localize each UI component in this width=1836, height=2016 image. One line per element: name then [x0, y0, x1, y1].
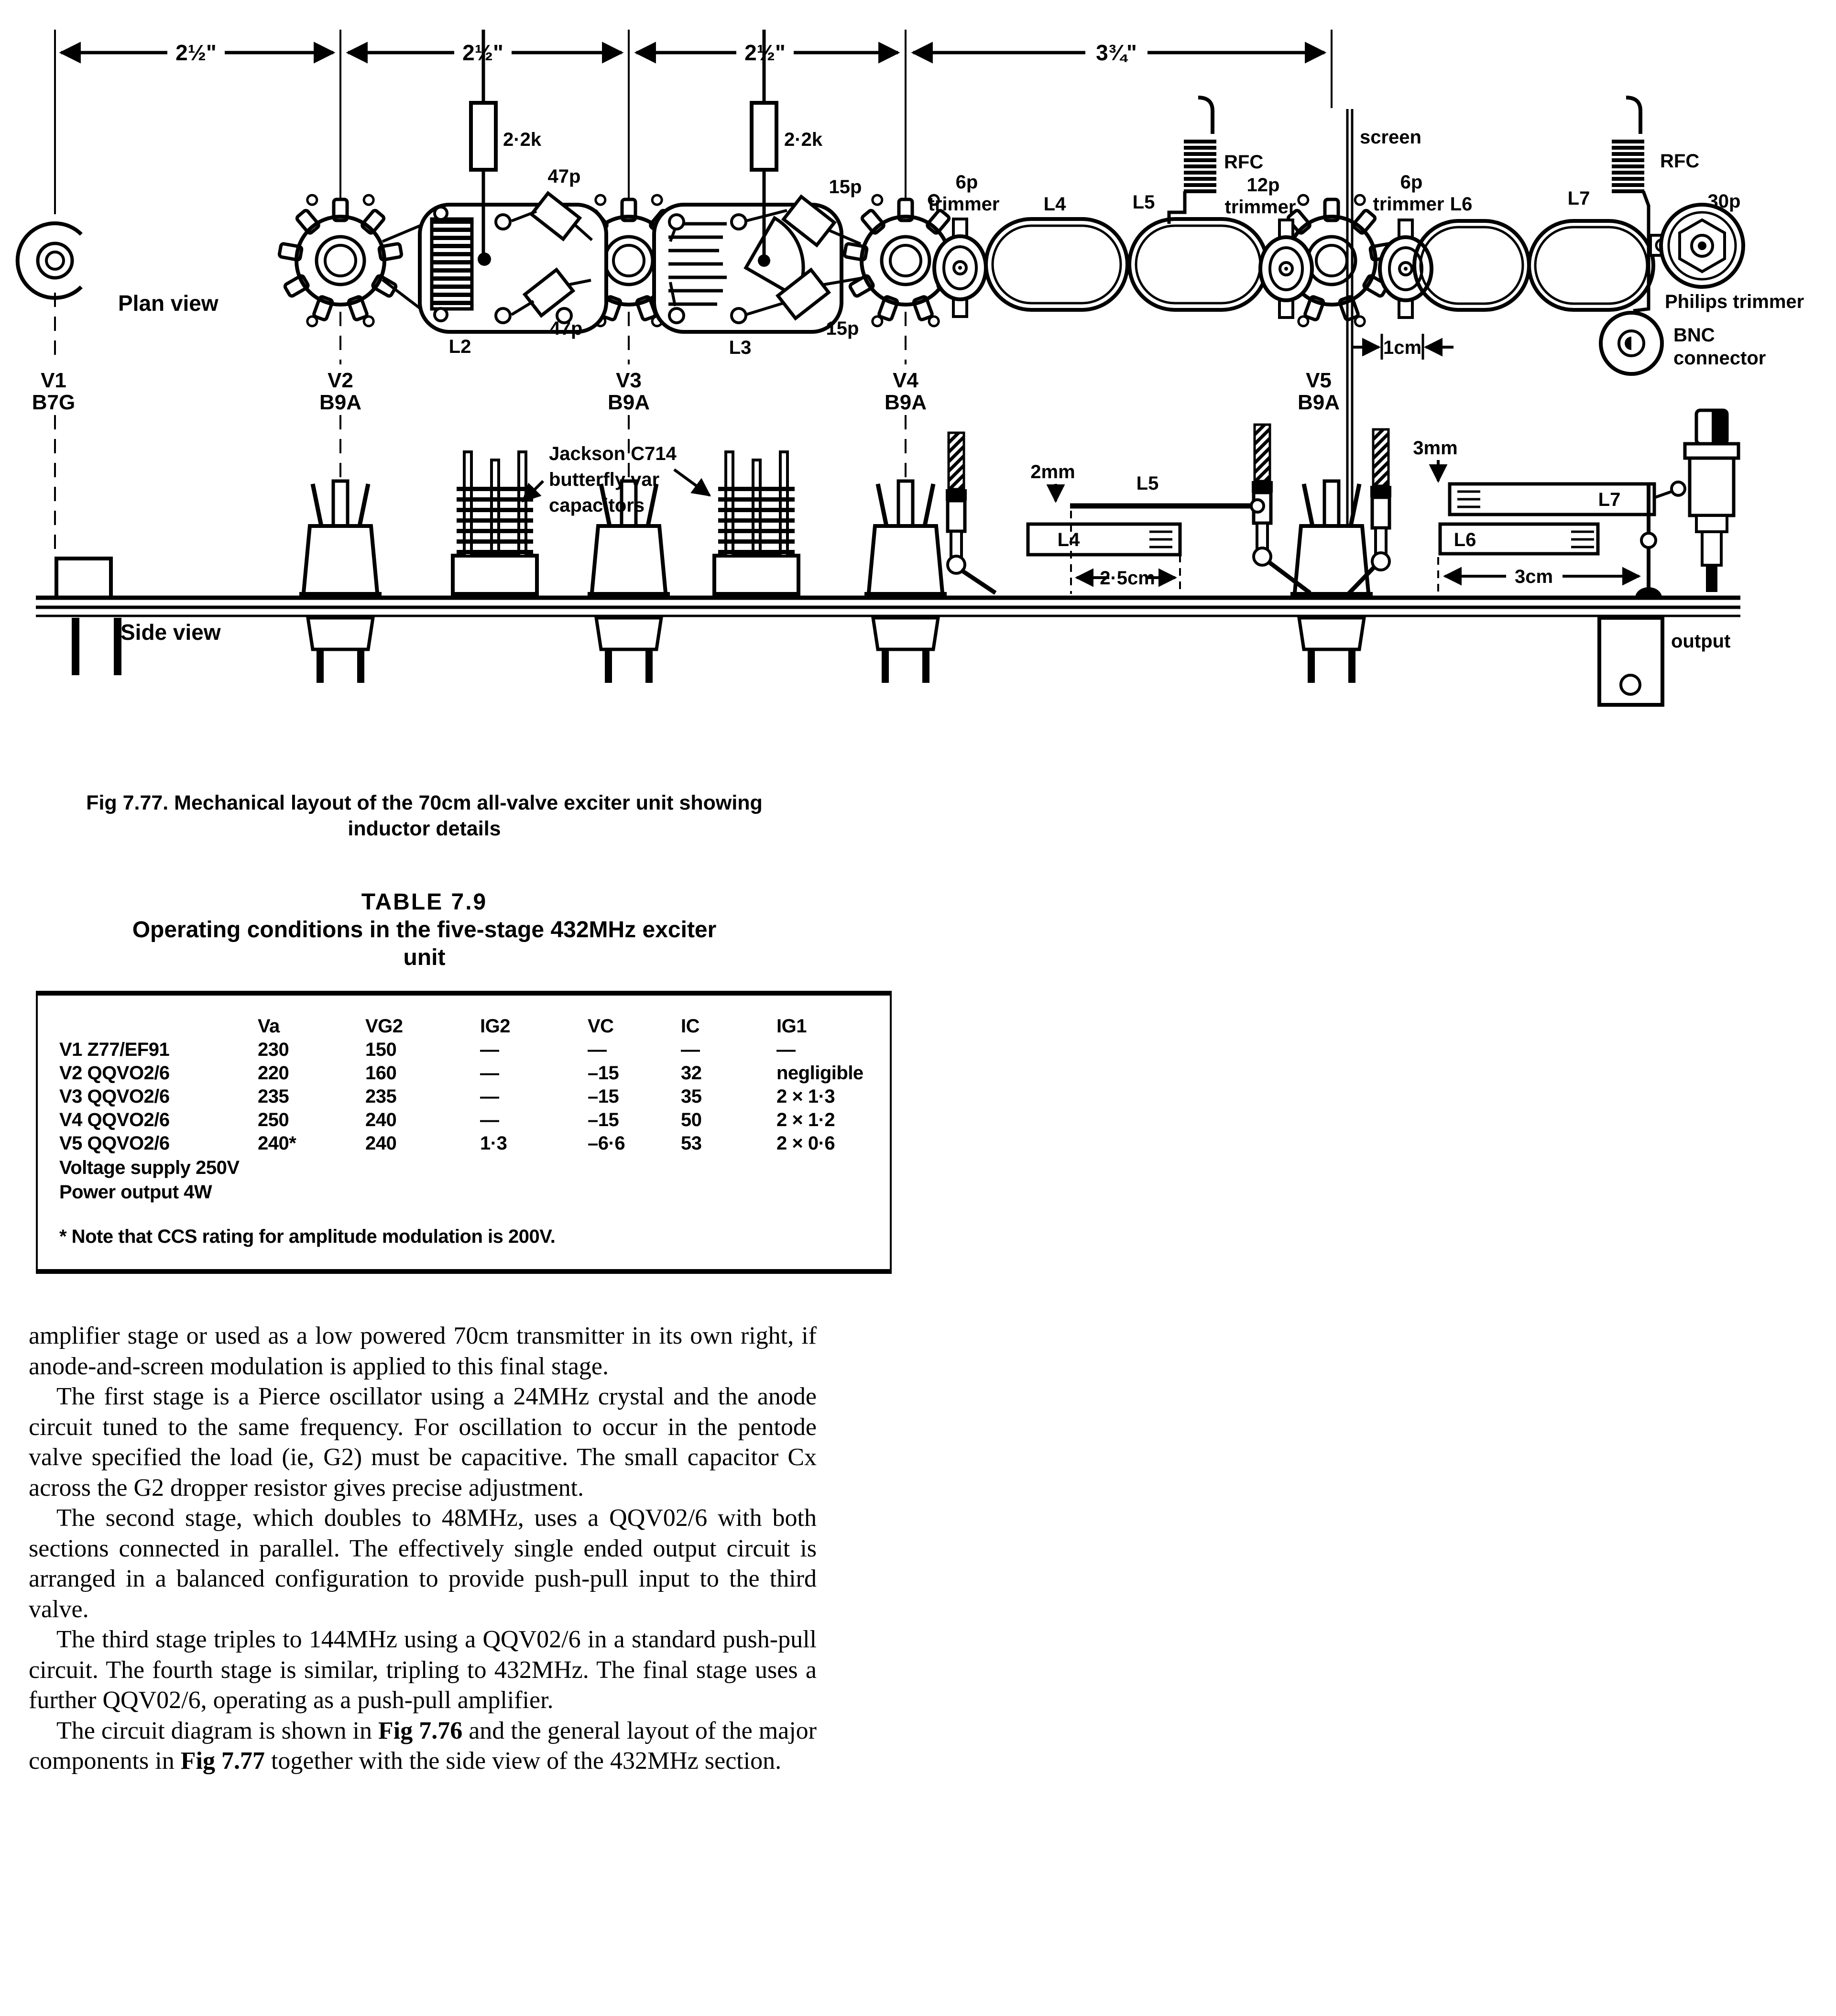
label-output: output [1671, 631, 1731, 652]
label-47p-bottom: 47p [549, 318, 583, 339]
cell-v1-ig2: — [480, 1039, 499, 1060]
cell-v3-ig1: 2 × 1·3 [776, 1086, 835, 1107]
cell-v2-va: 220 [258, 1063, 289, 1084]
label-rfc-b: RFC [1660, 151, 1700, 172]
trimmer-6p-second [1380, 220, 1432, 318]
dim-label-1: 2½" [175, 40, 217, 65]
cell-v5-va: 240* [258, 1133, 296, 1154]
paragraph-5 [29, 1716, 817, 1776]
tube-base-v4 [864, 481, 947, 683]
label-l5-side: L5 [1136, 473, 1159, 494]
header-vc: VC [588, 1016, 614, 1037]
label-trimmer-second: trimmer [1373, 194, 1444, 215]
label-6p-first: 6p [955, 172, 978, 193]
coil-l7 [1529, 221, 1653, 310]
label-47p-top: 47p [547, 166, 581, 187]
plan-view-label: Plan view [118, 291, 219, 316]
table-row [59, 1108, 882, 1132]
operating-conditions-table [36, 991, 892, 1274]
figure-caption-line1: Fig 7.77. Mechanical layout of the 70cm all-valve exciter unit showing [86, 791, 763, 814]
side-l5-rod [1070, 500, 1264, 512]
label-15p-bottom: 15p [826, 318, 859, 339]
label-philips-trimmer: Philips trimmer [1665, 291, 1804, 312]
cell-v3-ic: 35 [681, 1086, 702, 1107]
label-v3-base: B9A [607, 391, 650, 414]
table-footer-power: Power output 4W [59, 1182, 212, 1203]
label-v4-base: B9A [884, 391, 927, 414]
label-jackson-3: capacitors [549, 495, 645, 516]
table-row [59, 1038, 882, 1062]
valve-v1-symbol [18, 223, 81, 298]
cell-v4-name: V4 QQVO2/6 [59, 1109, 170, 1130]
table-row [59, 1085, 882, 1108]
rfc-choke-first [1169, 98, 1216, 224]
label-v2-base: B9A [319, 391, 362, 414]
cell-v5-vg2: 240 [365, 1133, 397, 1154]
coil-l4 [986, 219, 1127, 310]
label-2-5cm: 2·5cm [1100, 568, 1155, 589]
cell-v2-ig1: negligible [776, 1063, 863, 1084]
fig-7-76-reference: Fig 7.76 [378, 1717, 463, 1744]
paragraph-2: The first stage is a Pierce oscillator using a 24MHz crystal and the anode circuit tuned to the same frequency. For oscillation to occur in the pentode valve specified the load (ie, G2) must be capacitive. The small capacitor Cx across the G2 dropper resistor gives precise adjustment. [29, 1383, 817, 1501]
label-6p-second: 6p [1400, 172, 1423, 193]
tube-base-v2 [299, 481, 382, 683]
side-view [36, 410, 1740, 705]
valve-labels [32, 369, 1340, 414]
paragraph-3: The second stage, which doubles to 48MHz, uses a QQV02/6 with both sections connected in parallel. The effectively single ended output circuit is arranged in a balanced configuration to provide push-pull input to the third valve. [29, 1504, 817, 1623]
label-l7-side: L7 [1598, 489, 1621, 510]
paragraph-5-seg3: together with the side view of the 432MHz section. [264, 1747, 782, 1775]
paragraph-5-seg1: The circuit diagram is shown in [56, 1717, 378, 1744]
cell-v1-vg2: 150 [365, 1039, 397, 1060]
header-blank [59, 1015, 258, 1038]
label-v3: V3 [616, 369, 642, 392]
cell-v2-ig2: — [480, 1063, 499, 1084]
output-socket-side [1655, 410, 1738, 592]
butterfly-capacitor-second [714, 452, 798, 594]
label-l2: L2 [448, 336, 471, 357]
cell-v2-vc: –15 [588, 1063, 619, 1084]
cell-v1-ig1: — [776, 1039, 796, 1060]
table-row [59, 1062, 882, 1085]
paragraph-1: amplifier stage or used as a low powered 70cm transmitter in its own right, if anode-and-screen modulation is applied to this final stage. [29, 1322, 817, 1380]
side-l7-bar [1450, 484, 1654, 515]
cell-v5-ig1: 2 × 0·6 [776, 1133, 835, 1154]
label-jackson-2: butterfly var [549, 469, 660, 490]
paragraph-4: The third stage triples to 144MHz using a QQV02/6 in a standard push-pull circuit. The fourth stage is similar, tripling to 432MHz. The final stage uses a further QQV02/6, operating as a push-pull amplifier. [29, 1626, 817, 1714]
valve-v2-symbol [279, 194, 402, 328]
cell-v1-ic: — [681, 1039, 700, 1060]
label-v5-base: B9A [1297, 391, 1340, 414]
trimmer-screw-first [946, 433, 995, 593]
cell-v4-vc: –15 [588, 1109, 619, 1130]
cell-v1-va: 230 [258, 1039, 289, 1060]
figure-caption [31, 790, 818, 842]
label-1cm: 1cm [1383, 337, 1422, 358]
label-l6-side: L6 [1454, 529, 1476, 550]
label-v2: V2 [328, 369, 353, 392]
cell-v4-ig1: 2 × 1·2 [776, 1109, 835, 1130]
figure-7-77-diagram [0, 0, 1836, 775]
cell-v3-ig2: — [480, 1086, 499, 1107]
cell-v3-name: V3 QQVO2/6 [59, 1086, 170, 1107]
cell-v4-va: 250 [258, 1109, 289, 1130]
label-3cm: 3cm [1514, 566, 1553, 587]
header-ig2: IG2 [480, 1016, 510, 1037]
label-bnc-connector: connector [1673, 348, 1766, 369]
cell-v3-vg2: 235 [365, 1086, 397, 1107]
label-rfc-a: RFC [1224, 152, 1264, 173]
body-text-column [29, 1321, 817, 1776]
header-ig1: IG1 [776, 1016, 807, 1037]
header-ic: IC [681, 1016, 699, 1037]
table-subtitle-line2: unit [403, 945, 446, 970]
table-subtitle-line1: Operating conditions in the five-stage 432MHz exciter [132, 917, 717, 942]
dim-label-2: 2½" [462, 40, 503, 65]
header-va: Va [258, 1016, 280, 1037]
label-l4: L4 [1043, 194, 1066, 215]
butterfly-capacitor-first [453, 452, 537, 594]
cell-v5-ig2: 1·3 [480, 1133, 507, 1154]
cell-v4-ig2: — [480, 1109, 499, 1130]
trimmer-12p [1260, 220, 1312, 318]
table-note: * Note that CCS rating for amplitude modulation is 200V. [59, 1226, 556, 1247]
cell-v4-vg2: 240 [365, 1109, 397, 1130]
output-bracket [1599, 618, 1662, 705]
cell-v2-ic: 32 [681, 1063, 702, 1084]
table-row [59, 1132, 882, 1155]
paragraph-5-seg2: and the general layout of the major components in [29, 1717, 817, 1775]
rfc-choke-second [1612, 98, 1649, 216]
cell-v4-ic: 50 [681, 1109, 702, 1130]
cell-v2-name: V2 QQVO2/6 [59, 1063, 170, 1084]
side-view-label: Side view [120, 620, 221, 645]
label-v1: V1 [41, 369, 66, 392]
label-screen: screen [1360, 127, 1421, 148]
table-header-row [59, 1015, 882, 1038]
label-v1-base: B7G [32, 391, 76, 414]
label-l3: L3 [729, 337, 752, 358]
label-v5: V5 [1306, 369, 1332, 392]
label-trimmer-12p: trimmer [1224, 197, 1296, 218]
bnc-connector-symbol [1601, 313, 1662, 374]
cell-v3-vc: –15 [588, 1086, 619, 1107]
coil-l5 [1129, 219, 1267, 310]
cell-v3-va: 235 [258, 1086, 289, 1107]
label-l6: L6 [1450, 194, 1473, 215]
figure-caption-line2: inductor details [348, 817, 501, 840]
label-r2k-a: 2·2k [503, 129, 542, 150]
label-bnc: BNC [1673, 325, 1715, 346]
label-l5: L5 [1132, 192, 1155, 213]
header-vg2: VG2 [365, 1016, 403, 1037]
philips-trimmer-30p [1650, 205, 1743, 287]
label-l4-side: L4 [1057, 529, 1080, 550]
dim-label-4: 3¾" [1096, 40, 1137, 65]
table-footer-voltage: Voltage supply 250V [59, 1157, 240, 1178]
cell-v1-name: V1 Z77/EF91 [59, 1039, 170, 1060]
label-r2k-b: 2·2k [784, 129, 823, 150]
label-3mm: 3mm [1413, 438, 1458, 459]
fig-7-77-reference: Fig 7.77 [180, 1747, 265, 1775]
dimension-lines [61, 40, 1324, 65]
label-trimmer-first: trimmer [928, 194, 1000, 215]
label-v4: V4 [893, 369, 918, 392]
side-l4-bar [1028, 524, 1180, 555]
cell-v2-vg2: 160 [365, 1063, 397, 1084]
label-12p: 12p [1246, 175, 1280, 196]
cell-v1-vc: — [588, 1039, 607, 1060]
label-30p: 30p [1707, 191, 1741, 212]
label-15p-top: 15p [829, 176, 862, 197]
label-l7: L7 [1567, 188, 1590, 209]
cell-v5-ic: 53 [681, 1133, 702, 1154]
label-jackson-1: Jackson C714 [549, 443, 677, 464]
cell-v5-vc: –6·6 [588, 1133, 625, 1154]
cell-v5-name: V5 QQVO2/6 [59, 1133, 170, 1154]
table-title: TABLE 7.9 [361, 889, 488, 915]
dim-label-3: 2½" [744, 40, 786, 65]
label-2mm: 2mm [1030, 461, 1075, 482]
table-heading [31, 888, 818, 972]
